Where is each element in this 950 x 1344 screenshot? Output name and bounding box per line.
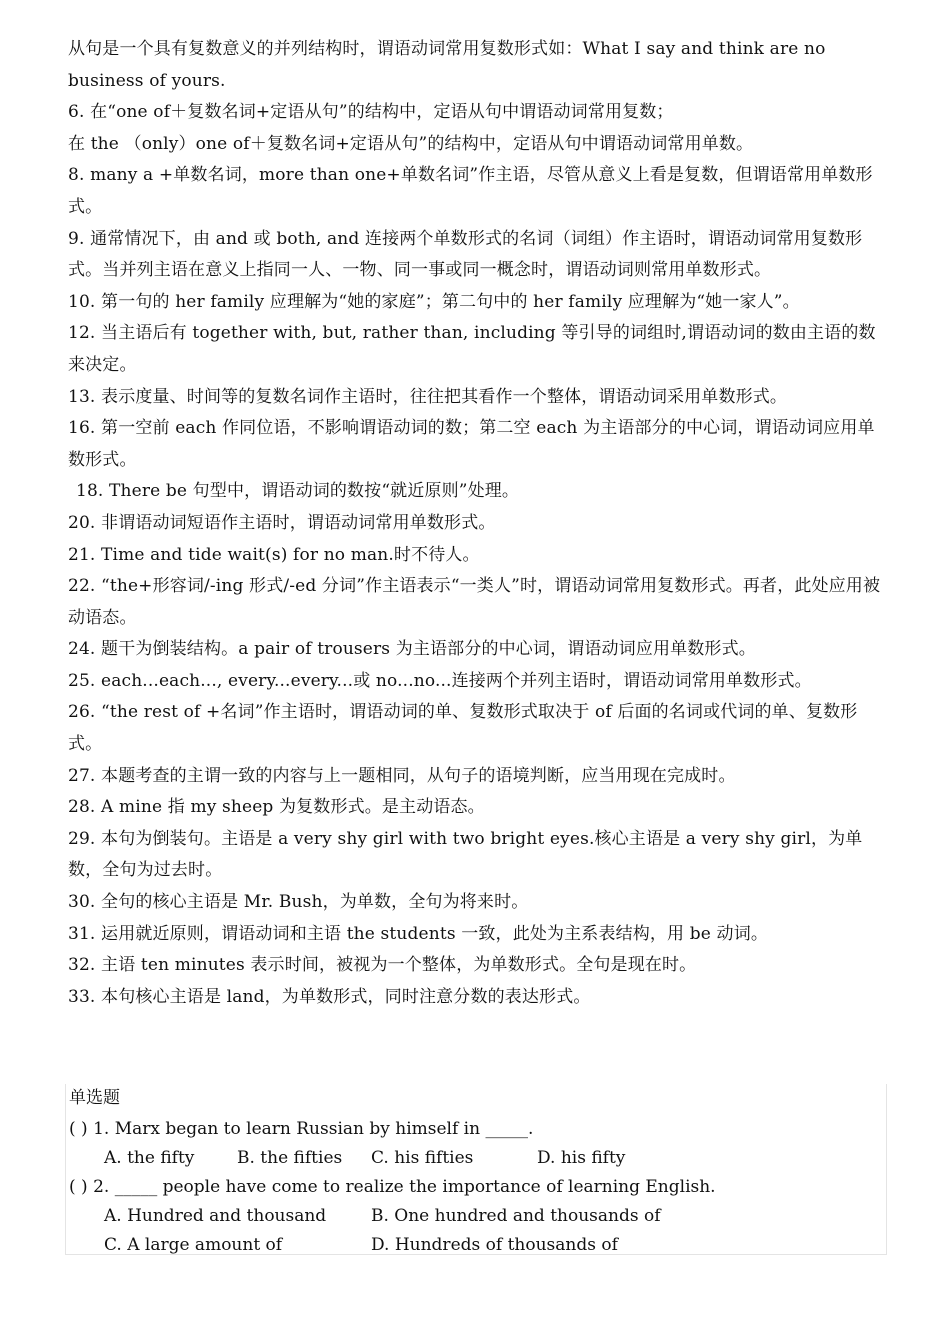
note-item-21: 21. Time and tide wait(s) for no man.时不待人。 — [68, 544, 480, 565]
note-item-24: 24. 题干为倒装结构。a pair of trousers 为主语部分的中心词，谓语动词应用单数形式。 — [68, 639, 756, 660]
multiple-choice-section — [65, 1084, 887, 1255]
question-2-option-c: C. A large amount of — [104, 1235, 283, 1255]
note-item-8: 8. many a +单数名词，more than one+单数名词”作主语，尽管从意义上看是复数，但谓语常用单数形式。 — [68, 165, 873, 217]
note-item-12: 12. 当主语后有 together with, but, rather than, including 等引导的词组时,谓语动词的数由主语的数来决定。 — [68, 323, 876, 375]
question-2-stem: ( ) 2. _____ people have come to realize the importance of learning English. — [69, 1177, 716, 1197]
question-2-option-a: A. Hundred and thousand — [104, 1206, 327, 1226]
note-item-25: 25. each...each..., every...every...或 no...no...连接两个并列主语时，谓语动词常用单数形式。 — [68, 670, 812, 691]
section-title: 单选题 — [69, 1088, 120, 1108]
note-item-9: 9. 通常情况下，由 and 或 both, and 连接两个单数形式的名词（词组）作主语时，谓语动词常用复数形式。当并列主语在意义上指同一人、一物、同一事或同一概念时，谓语动词则常用单数形式。 — [68, 228, 863, 281]
note-item-26: 26. “the rest of +名词”作主语时，谓语动词的单、复数形式取决于 of 后面的名词或代词的单、复数形式。 — [68, 702, 858, 755]
answer-explanations — [68, 34, 888, 1013]
note-item-20: 20. 非谓语动词短语作主语时，谓语动词常用单数形式。 — [68, 512, 496, 533]
note-item-13: 13. 表示度量、时间等的复数名词作主语时，往往把其看作一个整体，谓语动词采用单数形式。 — [68, 386, 788, 407]
note-item-18: 18. There be 句型中，谓语动词的数按“就近原则”处理。 — [76, 481, 520, 502]
note-item-10: 10. 第一句的 her family 应理解为“她的家庭”；第二句中的 her family 应理解为“她一家人”。 — [68, 291, 800, 312]
question-1-option-d: D. his fifty — [537, 1148, 626, 1168]
question-1-stem: ( ) 1. Marx began to learn Russian by himself in _____. — [69, 1119, 534, 1139]
note-item-6b: 在 the （only）one of＋复数名词+定语从句”的结构中，定语从句中谓语动词常用单数。 — [68, 133, 754, 154]
note-item-6: 6. 在“one of＋复数名词+定语从句”的结构中，定语从句中谓语动词常用复数； — [68, 102, 674, 123]
note-item-32: 32. 主语 ten minutes 表示时间，被视为一个整体，为单数形式。全句是现在时。 — [68, 955, 697, 976]
note-item-29: 29. 本句为倒装句。主语是 a very shy girl with two bright eyes.核心主语是 a very shy girl，为单数，全句为过去时。 — [68, 828, 863, 881]
question-2-option-b: B. One hundred and thousands of — [371, 1206, 661, 1226]
note-item-16: 16. 第一空前 each 作同位语，不影响谓语动词的数；第二空 each 为主语部分的中心词，谓语动词应用单数形式。 — [68, 418, 875, 470]
question-1-option-a: A. the fifty — [104, 1148, 195, 1168]
note-item-28: 28. A mine 指 my sheep 为复数形式。是主动语态。 — [68, 797, 485, 818]
note-item-31: 31. 运用就近原则，谓语动词和主语 the students 一致，此处为主系表结构，用 be 动词。 — [68, 923, 768, 944]
question-2-option-d: D. Hundreds of thousands of — [371, 1235, 618, 1255]
note-item-30: 30. 全句的核心主语是 Mr. Bush，为单数，全句为将来时。 — [68, 892, 529, 913]
question-1-option-c: C. his fifties — [371, 1148, 474, 1168]
note-item-27: 27. 本题考查的主谓一致的内容与上一题相同，从句子的语境判断，应当用现在完成时。 — [68, 765, 736, 786]
note-item-33: 33. 本句核心主语是 land，为单数形式，同时注意分数的表达形式。 — [68, 986, 591, 1007]
note-item-22: 22. “the+形容词/-ing 形式/-ed 分词”作主语表示“一类人”时，谓语动词常用复数形式。再者，此处应用被动语态。 — [68, 576, 881, 628]
question-1-option-b: B. the fifties — [237, 1148, 343, 1168]
note-paragraph: 从句是一个具有复数意义的并列结构时，谓语动词常用复数形式如：What I say and think are no business of yours. — [68, 39, 826, 91]
